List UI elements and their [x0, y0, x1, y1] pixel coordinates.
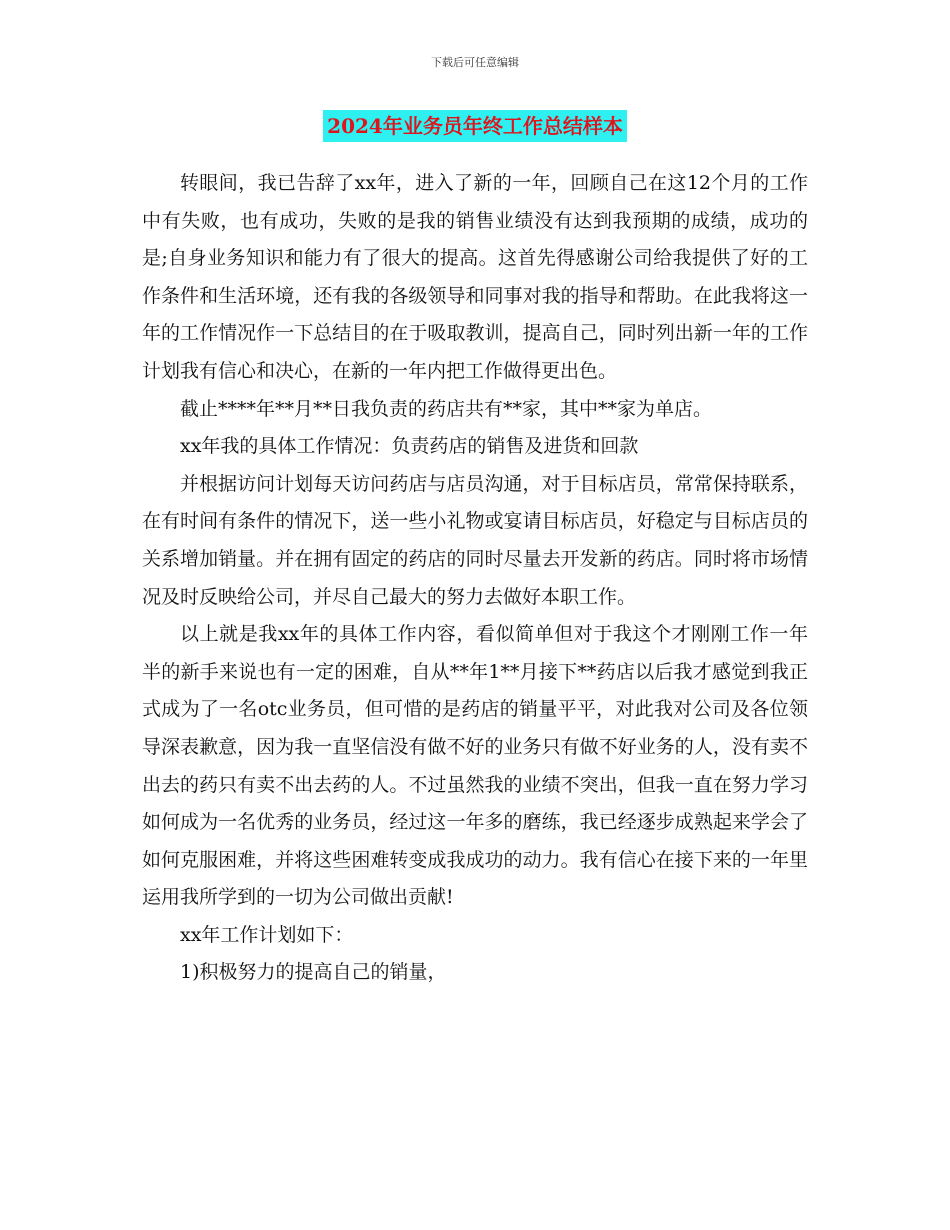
paragraph-plan-item-1: 1)积极努力的提高自己的销量，	[180, 961, 447, 984]
header-note: 下载后可任意编辑	[431, 56, 519, 69]
title-container	[0, 110, 950, 142]
paragraph-summary: 以上就是我xx年的具体工作内容，看似简单但对于我这个才刚刚工作一年半的新手来说也有一定的困难，自从**年1**月接下**药店以后我才感觉到我正式成为了一名otc业务员，但可惜的是药店的销量平平，对此我对公司及各位领导深表歉意，因为我一直坚信没有做不好的业务只有做不好业务的人，没有卖不出去的药只有卖不出去药的人。不过虽然我的业绩不突出，但我一直在努力学习如何成为一名优秀的业务员，经过这一年多的磨练，我已经逐步成熟起来学会了如何克服困难，并将这些困难转变成我成功的动力。我有信心在接下来的一年里运用我所学到的一切为公司做出贡献!	[142, 623, 808, 909]
document-body	[142, 165, 808, 992]
paragraph-work-situation: xx年我的具体工作情况：负责药店的销售及进货和回款	[180, 435, 639, 458]
paragraph-visits: 并根据访问计划每天访问药店与店员沟通，对于目标店员，常常保持联系，在有时间有条件的情况下，送一些小礼物或宴请目标店员，好稳定与目标店员的关系增加销量。并在拥有固定的药店的同时尽量去开发新的药店。同时将市场情况及时反映给公司，并尽自己最大的努力去做好本职工作。	[142, 472, 808, 608]
paragraph-intro: 转眼间，我已告辞了xx年，进入了新的一年，回顾自己在这12个月的工作中有失败，也有成功，失败的是我的销售业绩没有达到我预期的成绩，成功的是;自身业务知识和能力有了很大的提高。这首先得感谢公司给我提供了好的工作条件和生活环境，还有我的各级领导和同事对我的指导和帮助。在此我将这一年的工作情况作一下总结目的在于吸取教训，提高自己，同时列出新一年的工作计划我有信心和决心，在新的一年内把工作做得更出色。	[142, 172, 808, 382]
document-title: 2024年业务员年终工作总结样本	[323, 110, 627, 142]
paragraph-stores: 截止****年**月**日我负责的药店共有**家，其中**家为单店。	[180, 397, 713, 420]
paragraph-plan-heading: xx年工作计划如下：	[180, 923, 354, 946]
